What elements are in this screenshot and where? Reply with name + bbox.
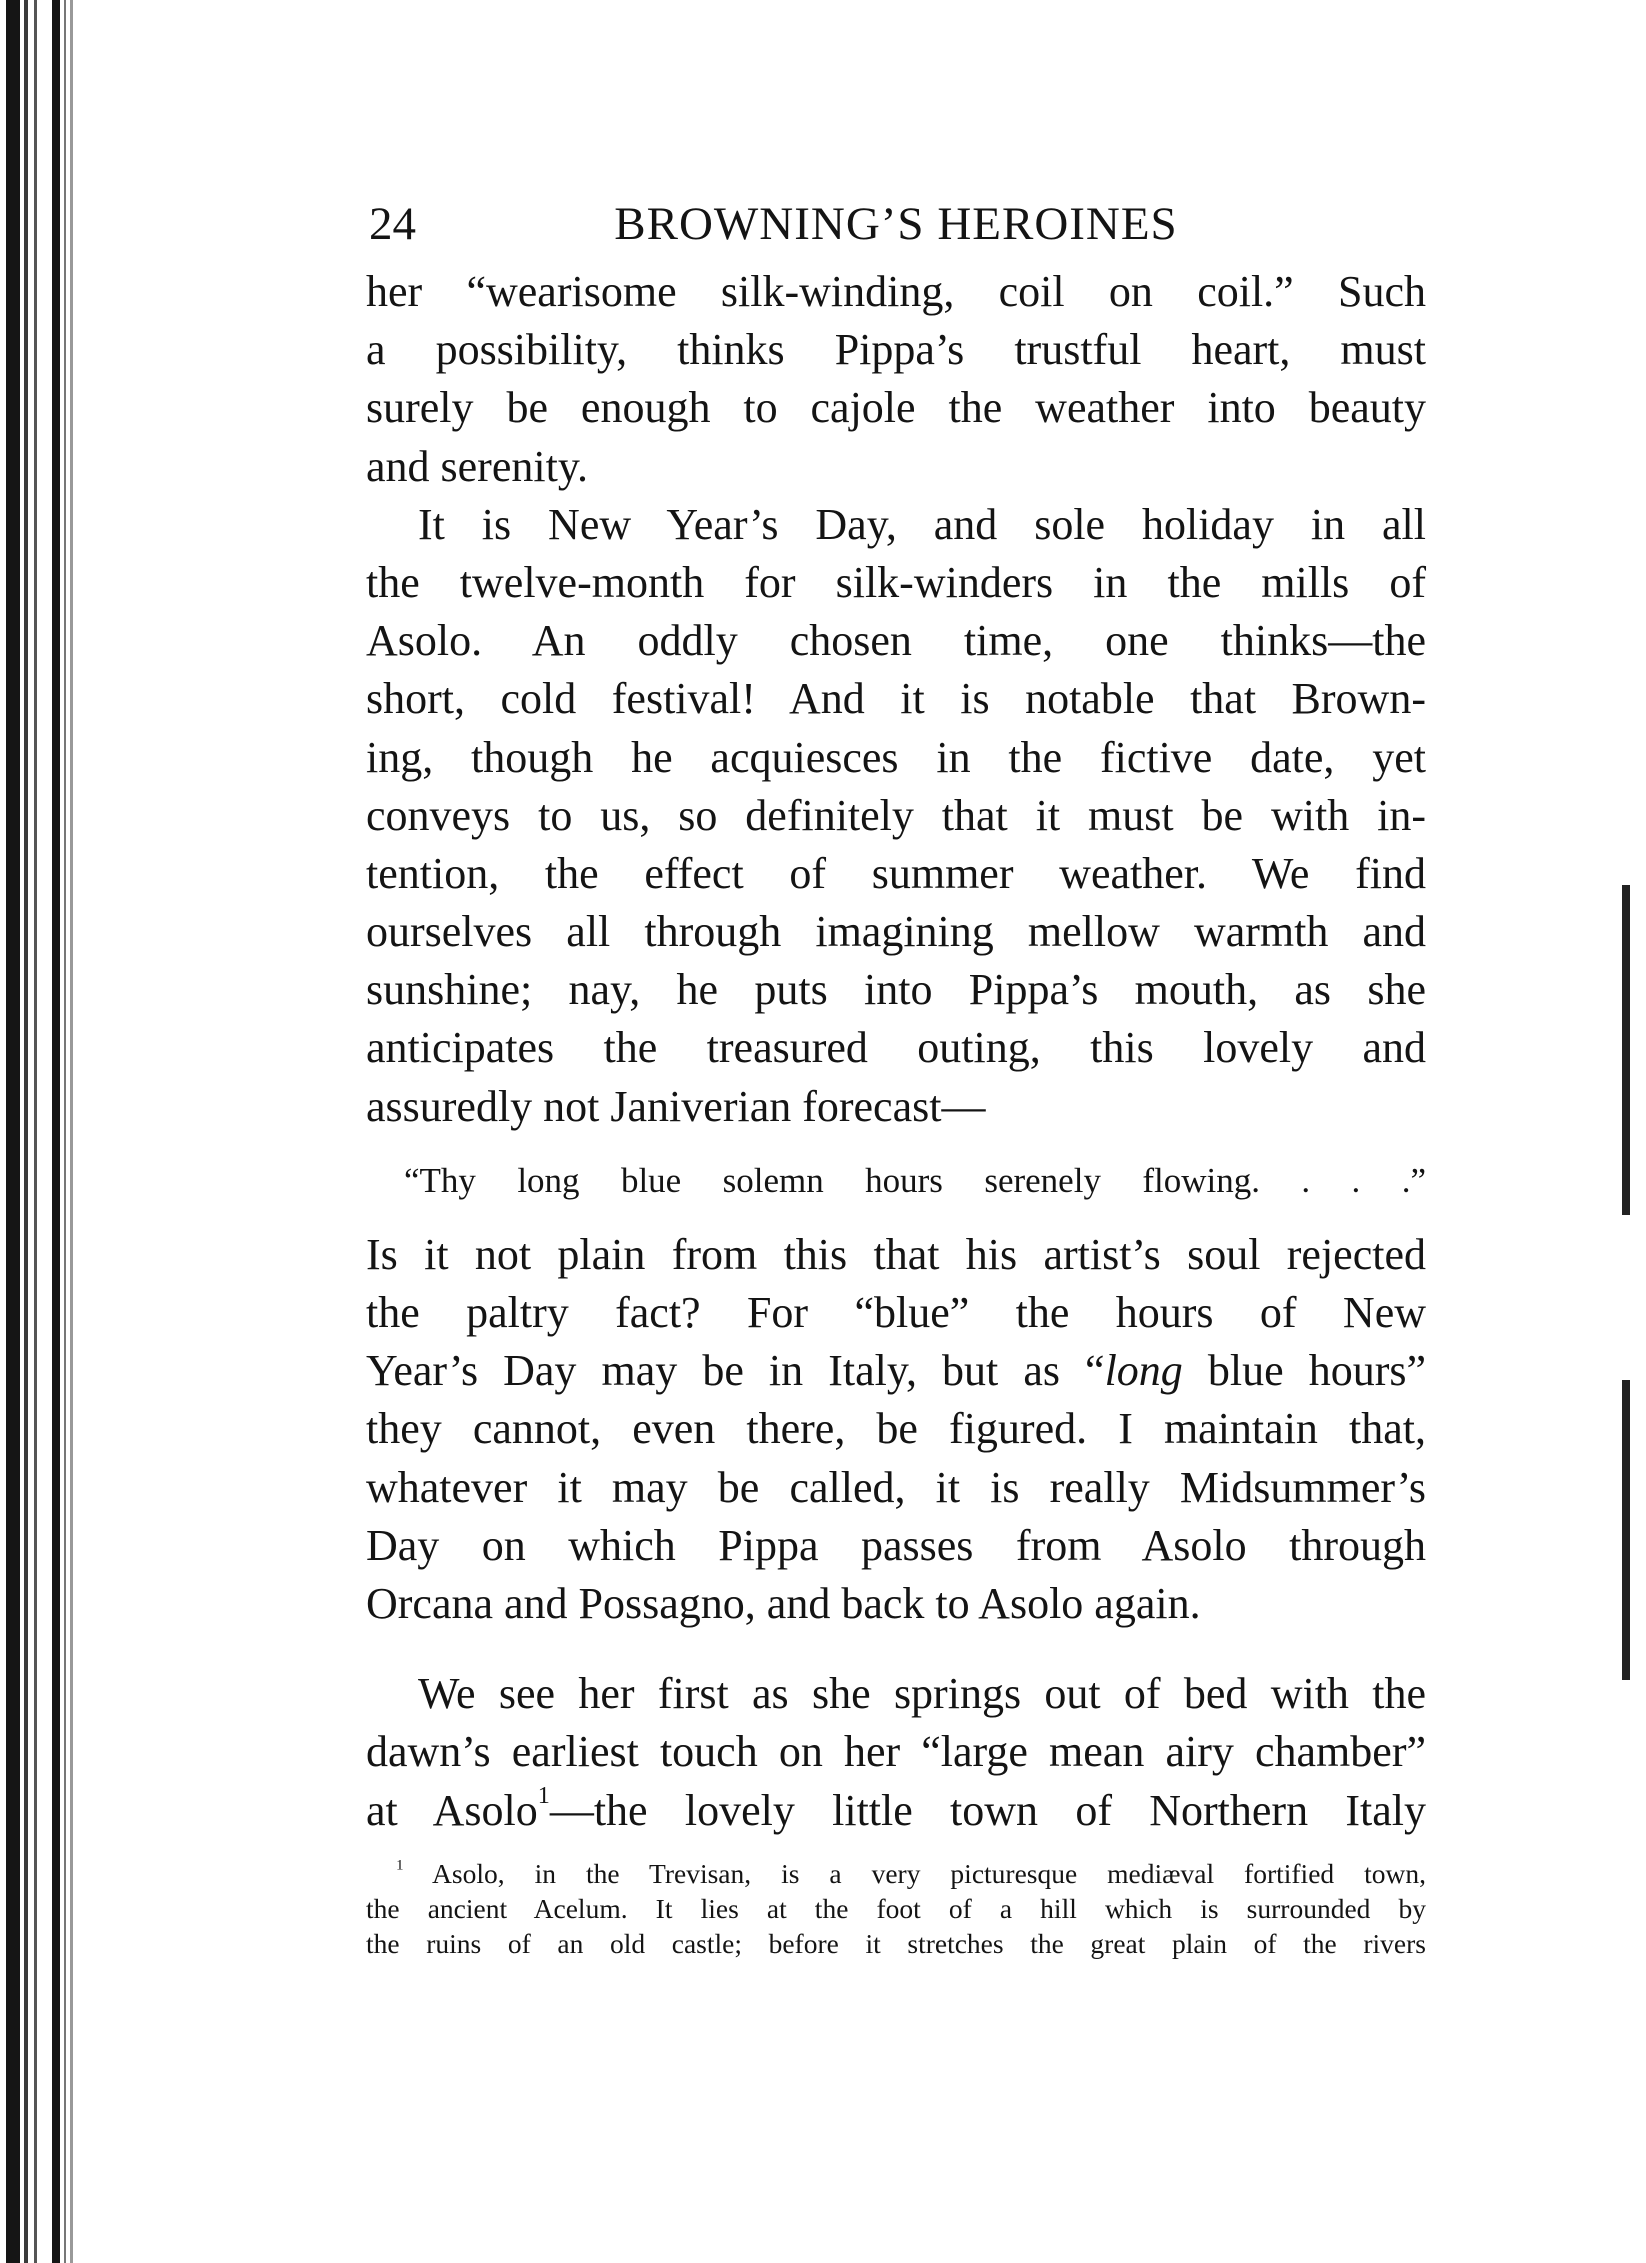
page-number: 24 bbox=[369, 198, 416, 250]
paragraph bbox=[366, 496, 1426, 1136]
text-line: short, cold festival! And it is notable that Brown- bbox=[366, 674, 1426, 724]
text-line: the paltry fact? For “blue” the hours of New bbox=[366, 1288, 1426, 1337]
text-line: Orcana and Possagno, and back to Asolo again. bbox=[366, 1578, 1201, 1628]
text-line bbox=[366, 1342, 1426, 1400]
text-line: a possibility, thinks Pippa’s trustful heart, must bbox=[366, 325, 1426, 375]
text-line: tention, the effect of summer weather. We find bbox=[366, 848, 1426, 898]
text-line: Day on which Pippa passes from Asolo through bbox=[366, 1520, 1426, 1570]
paragraph bbox=[366, 1226, 1426, 1633]
paragraph bbox=[366, 1665, 1426, 1840]
text-line: her “wearisome silk-winding, coil on coil.” Such bbox=[366, 267, 1426, 316]
footnote-reference: 1 bbox=[537, 1781, 550, 1809]
running-title: BROWNING’S HEROINES bbox=[614, 198, 1178, 250]
paragraph bbox=[366, 263, 1426, 496]
text-line: It is New Year’s Day, and sole holiday in all bbox=[418, 499, 1426, 549]
text-run: at Asolo bbox=[366, 1785, 538, 1835]
text-line: conveys to us, so definitely that it must be with in- bbox=[366, 790, 1426, 840]
scan-mark bbox=[1622, 1380, 1630, 1680]
text-line: sunshine; nay, he puts into Pippa’s mouth, as she bbox=[366, 965, 1426, 1015]
italic-word: long bbox=[1104, 1346, 1183, 1396]
text-line: the twelve-month for silk-winders in the mills of bbox=[366, 557, 1426, 607]
text-line bbox=[366, 1782, 1426, 1840]
footnote-line: the ruins of an old castle; before it stretches the great plain of the rivers bbox=[366, 1927, 1426, 1959]
text-line: and serenity. bbox=[366, 441, 588, 491]
text-line: dawn’s earliest touch on her “large mean airy chamber” bbox=[366, 1727, 1426, 1777]
section-break bbox=[366, 1633, 1426, 1665]
text-line: Asolo. An oddly chosen time, one thinks—the bbox=[366, 616, 1426, 666]
text-line: ing, though he acquiesces in the fictive date, yet bbox=[366, 732, 1426, 782]
text-line: surely be enough to cajole the weather into beauty bbox=[366, 383, 1426, 433]
text-line: ourselves all through imagining mellow warmth and bbox=[366, 907, 1426, 957]
footnote-line bbox=[366, 1856, 1426, 1891]
footnote bbox=[366, 1856, 1426, 1961]
text-run: Year’s Day may be in Italy, but as “ bbox=[366, 1346, 1105, 1396]
scan-edge bbox=[0, 0, 90, 2263]
footnote-line: the ancient Acelum. It lies at the foot of a hill which is surrounded by bbox=[366, 1892, 1426, 1924]
text-line: assuredly not Janiverian forecast— bbox=[366, 1081, 986, 1131]
text-line: they cannot, even there, be figured. I maintain that, bbox=[366, 1404, 1426, 1454]
text-line: Is it not plain from this that his artist’s soul rejected bbox=[366, 1229, 1426, 1279]
body-text bbox=[366, 263, 1426, 1840]
footnote-marker: 1 bbox=[396, 1857, 404, 1874]
text-run: Asolo, in the Trevisan, is a very picturesque mediæval fortified town, bbox=[432, 1857, 1427, 1889]
verse-quote: “Thy long blue solemn hours serenely flowing. . . .” bbox=[404, 1160, 1426, 1200]
book-page bbox=[366, 185, 1426, 1961]
text-run: blue hours” bbox=[1182, 1346, 1426, 1396]
text-line: whatever it may be called, it is really Midsummer’s bbox=[366, 1462, 1426, 1512]
running-head bbox=[366, 185, 1426, 263]
scan-mark bbox=[1622, 885, 1630, 1215]
text-line: We see her first as she springs out of bed with the bbox=[418, 1669, 1426, 1719]
text-line: anticipates the treasured outing, this lovely and bbox=[366, 1023, 1426, 1073]
text-run: —the lovely little town of Northern Italy bbox=[549, 1785, 1426, 1835]
